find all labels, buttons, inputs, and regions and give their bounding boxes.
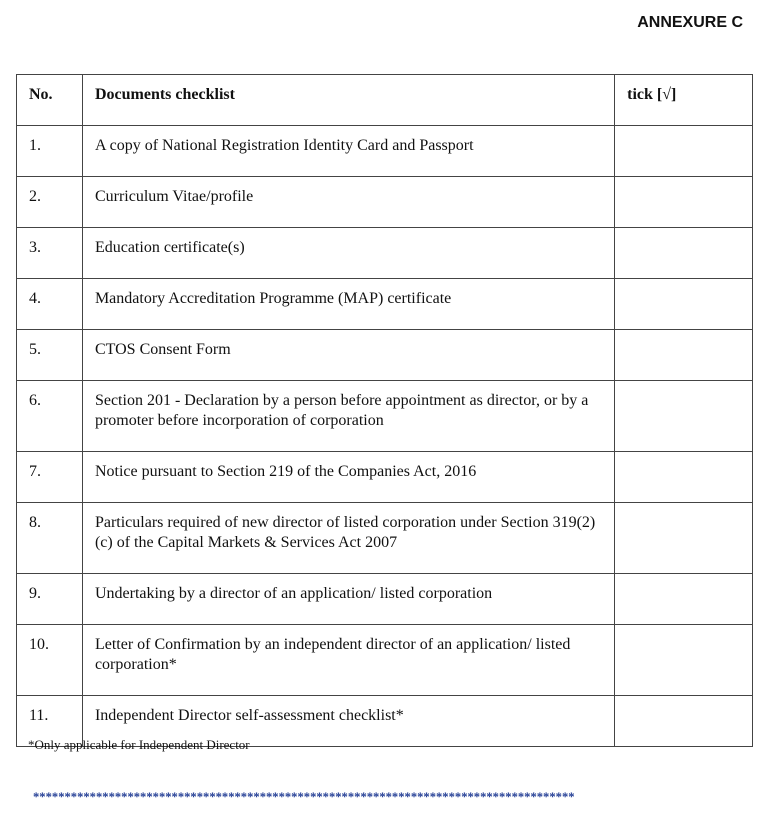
tick-cell[interactable] [615, 452, 753, 503]
tick-cell[interactable] [615, 126, 753, 177]
documents-checklist-table [16, 74, 753, 747]
asterisk-separator: ************************************************************************************** [33, 790, 575, 804]
document-name: Education certificate(s) [82, 228, 614, 279]
document-name: Letter of Confirmation by an independent director of an application/ listed corporation* [82, 625, 614, 696]
row-number: 11. [17, 696, 83, 747]
table-row [17, 177, 753, 228]
row-number: 9. [17, 574, 83, 625]
footnote: *Only applicable for Independent Director [28, 737, 250, 752]
document-name: Curriculum Vitae/profile [82, 177, 614, 228]
tick-cell[interactable] [615, 228, 753, 279]
document-name: Mandatory Accreditation Programme (MAP) certificate [82, 279, 614, 330]
row-number: 2. [17, 177, 83, 228]
table-row [17, 330, 753, 381]
annexure-title: ANNEXURE C [637, 14, 743, 31]
document-name: Particulars required of new director of listed corporation under Section 319(2)(c) of the Capital Markets & Services Act 2007 [82, 503, 614, 574]
row-number: 8. [17, 503, 83, 574]
row-number: 7. [17, 452, 83, 503]
table-row [17, 126, 753, 177]
tick-cell[interactable] [615, 625, 753, 696]
table-header-row [17, 75, 753, 126]
table-row [17, 574, 753, 625]
table-row [17, 452, 753, 503]
document-name: Undertaking by a director of an application/ listed corporation [82, 574, 614, 625]
document-name: Independent Director self-assessment checklist* [82, 696, 614, 747]
row-number: 5. [17, 330, 83, 381]
tick-cell[interactable] [615, 279, 753, 330]
document-name: Section 201 - Declaration by a person before appointment as director, or by a promoter before incorporation of corporation [82, 381, 614, 452]
column-header-documents: Documents checklist [82, 75, 614, 126]
table-row [17, 228, 753, 279]
table-row [17, 279, 753, 330]
document-name: CTOS Consent Form [82, 330, 614, 381]
row-number: 3. [17, 228, 83, 279]
row-number: 1. [17, 126, 83, 177]
column-header-tick: tick [√] [615, 75, 753, 126]
table-row [17, 381, 753, 452]
tick-cell[interactable] [615, 574, 753, 625]
tick-cell[interactable] [615, 177, 753, 228]
row-number: 4. [17, 279, 83, 330]
tick-cell[interactable] [615, 503, 753, 574]
tick-cell[interactable] [615, 381, 753, 452]
tick-cell[interactable] [615, 330, 753, 381]
document-name: Notice pursuant to Section 219 of the Companies Act, 2016 [82, 452, 614, 503]
tick-cell[interactable] [615, 696, 753, 747]
row-number: 10. [17, 625, 83, 696]
row-number: 6. [17, 381, 83, 452]
table-row [17, 625, 753, 696]
document-name: A copy of National Registration Identity Card and Passport [82, 126, 614, 177]
column-header-no: No. [17, 75, 83, 126]
table-row [17, 503, 753, 574]
